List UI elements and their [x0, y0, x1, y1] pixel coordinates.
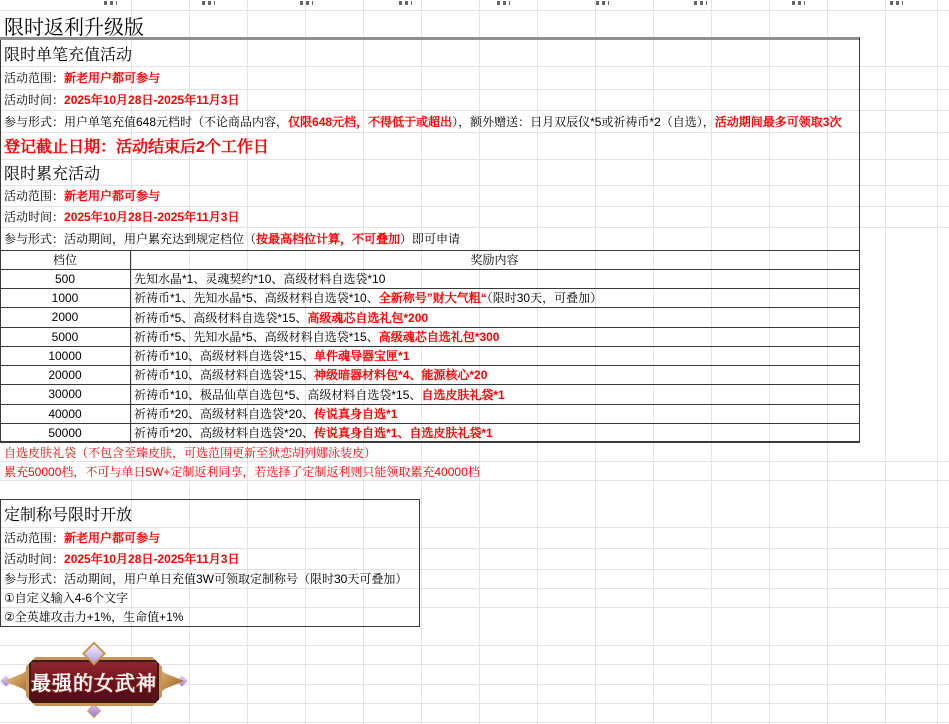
form-emphasis: 仅限648元档，不得低于或超出: [288, 114, 453, 129]
cutoff-text-fragment: [300, 1, 313, 5]
table-row[interactable]: [0, 384, 859, 404]
single-recharge-scope-cell[interactable]: [0, 66, 160, 89]
logo-text: 最强的女武神: [31, 673, 157, 695]
table-row[interactable]: [0, 269, 859, 288]
cumulative-form-cell[interactable]: [0, 227, 460, 250]
reward-value: 先知水晶*1、灵魂契约*10、高级材料自选袋*10: [134, 272, 386, 286]
scope-value: 新老用户都可参与: [64, 71, 161, 85]
scope-value: 新老用户都可参与: [64, 531, 161, 545]
cutoff-text-fragment: [104, 1, 117, 5]
cutoff-text-fragment: [890, 1, 903, 5]
cutoff-text-fragment: [694, 1, 707, 5]
custom-title-rule1-cell[interactable]: [0, 588, 128, 607]
note-cell[interactable]: [0, 462, 480, 480]
cutoff-text-fragment: [202, 1, 215, 5]
reward-value: 祈祷币*10、高级材料自选袋*15、神级暗器材料包*4、能源核心*20: [134, 368, 488, 382]
tier-value: 10000: [48, 348, 82, 363]
rule-text: ②全英雄攻击力+1%，生命值+1%: [4, 610, 184, 624]
reward-value: 祈祷币*5、高级材料自选袋*15、高级魂芯自选礼包*200: [134, 310, 429, 325]
reward-value: 祈祷币*20、高级材料自选袋*20、传说真身自选*1: [134, 407, 398, 421]
cumulative-time-cell[interactable]: [0, 206, 239, 227]
tier-header: 档位: [52, 253, 77, 267]
form-emphasis: 按最高档位计算，不可叠加: [256, 232, 401, 246]
single-recharge-form-cell[interactable]: [0, 110, 841, 132]
cutoff-text-fragment: [497, 1, 510, 5]
table-row[interactable]: [0, 327, 859, 346]
reward-value: 祈祷币*10、高级材料自选袋*15、单件魂导器宝匣*1: [134, 349, 410, 363]
tier-value: 30000: [48, 387, 82, 401]
reward-value: 祈祷币*5、先知水晶*5、高级材料自选袋*15、高级魂芯自选礼包*300: [134, 330, 500, 344]
time-label: 活动时间：: [4, 93, 65, 107]
gridline: [0, 480, 949, 481]
gridline: [0, 159, 949, 160]
box1-right-border: [859, 37, 860, 442]
time-value: 2025年10月28日-2025年11月3日: [64, 552, 240, 566]
tier-value: 2000: [51, 310, 79, 324]
gridline: [0, 645, 949, 646]
cutoff-text-fragment: [792, 1, 805, 5]
scope-label: 活动范围：: [4, 189, 65, 203]
custom-title-header-cell[interactable]: [0, 500, 132, 527]
section-header: 限时单笔充值活动: [4, 46, 133, 64]
gridline: [937, 0, 938, 724]
tier-value: 1000: [51, 290, 79, 305]
time-value: 2025年10月28日-2025年11月3日: [64, 93, 240, 107]
reward-header: 奖励内容: [470, 253, 519, 267]
form-text: ），额外赠送：日月双辰仪*5或祈祷币*2（自选），: [452, 114, 715, 129]
custom-title-time-cell[interactable]: [0, 548, 239, 569]
reward-value: 祈祷币*1、先知水晶*5、高级材料自选袋*10、全新称号”财大气粗“（限时30天，可叠加）: [134, 291, 603, 305]
note-text: 自选皮肤礼袋（不包含至臻皮肤，可选范围更新至狱恋胡列娜泳装皮）: [4, 445, 377, 460]
section-header: 定制称号限时开放: [4, 507, 133, 524]
table-row[interactable]: [0, 288, 859, 307]
deadline-cell[interactable]: [0, 132, 269, 159]
single-recharge-time-cell[interactable]: [0, 89, 239, 110]
reward-value: 祈祷币*10、极品仙草自选包*5、高级材料自选袋*15、自选皮肤礼袋*1: [134, 387, 505, 402]
tier-value: 40000: [48, 406, 82, 421]
cutoff-text-fragment: [596, 1, 609, 5]
table-row[interactable]: [0, 346, 859, 365]
scope-value: 新老用户都可参与: [64, 189, 161, 203]
form-text: ）即可申请: [400, 232, 461, 246]
cumulative-scope-cell[interactable]: [0, 185, 160, 206]
form-text: 参与形式：活动期间，用户累充达到规定档位（: [4, 232, 257, 246]
page-title-cell[interactable]: [0, 11, 144, 39]
section-header: 限时累充活动: [4, 165, 101, 183]
page-title: 限时返利升级版: [4, 16, 144, 39]
single-recharge-header-cell[interactable]: [0, 40, 132, 66]
deadline-text: 登记截止日期：活动结束后2个工作日: [4, 139, 269, 156]
logo-bottom-gem-icon: [87, 704, 101, 718]
note-text: 累充50000档，不可与单日5W+定制返利同享，若选择了定制返利则只能领取累充40000档: [4, 464, 480, 479]
gridline: [885, 0, 886, 724]
note-cell[interactable]: [0, 443, 376, 461]
time-label: 活动时间：: [4, 210, 65, 224]
tier-value: 20000: [48, 367, 82, 382]
form-text: 参与形式：活动期间，用户单日充值3W可领取定制称号（限时30天可叠加）: [4, 572, 408, 586]
tier-value: 5000: [51, 329, 79, 344]
time-value: 2025年10月28日-2025年11月3日: [64, 210, 240, 224]
scope-label: 活动范围：: [4, 71, 65, 85]
rule-text: ①自定义输入4-6个文字: [4, 591, 129, 605]
form-emphasis: 活动期间最多可领取3次: [714, 114, 842, 129]
gridline: [0, 722, 949, 723]
table-row[interactable]: [0, 404, 859, 423]
game-logo-image[interactable]: [2, 648, 186, 714]
table-header-row[interactable]: [0, 250, 859, 269]
scope-label: 活动范围：: [4, 531, 65, 545]
custom-title-form-cell[interactable]: [0, 569, 407, 588]
form-text: 参与形式：用户单笔充值648元档时（不论商品内容，: [4, 114, 289, 129]
custom-title-rule2-cell[interactable]: [0, 607, 183, 626]
table-row[interactable]: [0, 307, 859, 327]
table-row[interactable]: [0, 423, 859, 442]
cutoff-text-fragment: [399, 1, 412, 5]
tier-value: 500: [54, 271, 76, 286]
custom-title-scope-cell[interactable]: [0, 527, 160, 548]
reward-value: 祈祷币*20、高级材料自选袋*20、传说真身自选*1、自选皮肤礼袋*1: [134, 426, 493, 440]
cumulative-header-cell[interactable]: [0, 159, 100, 185]
time-label: 活动时间：: [4, 552, 65, 566]
tier-value: 50000: [48, 425, 82, 440]
table-row[interactable]: [0, 365, 859, 384]
